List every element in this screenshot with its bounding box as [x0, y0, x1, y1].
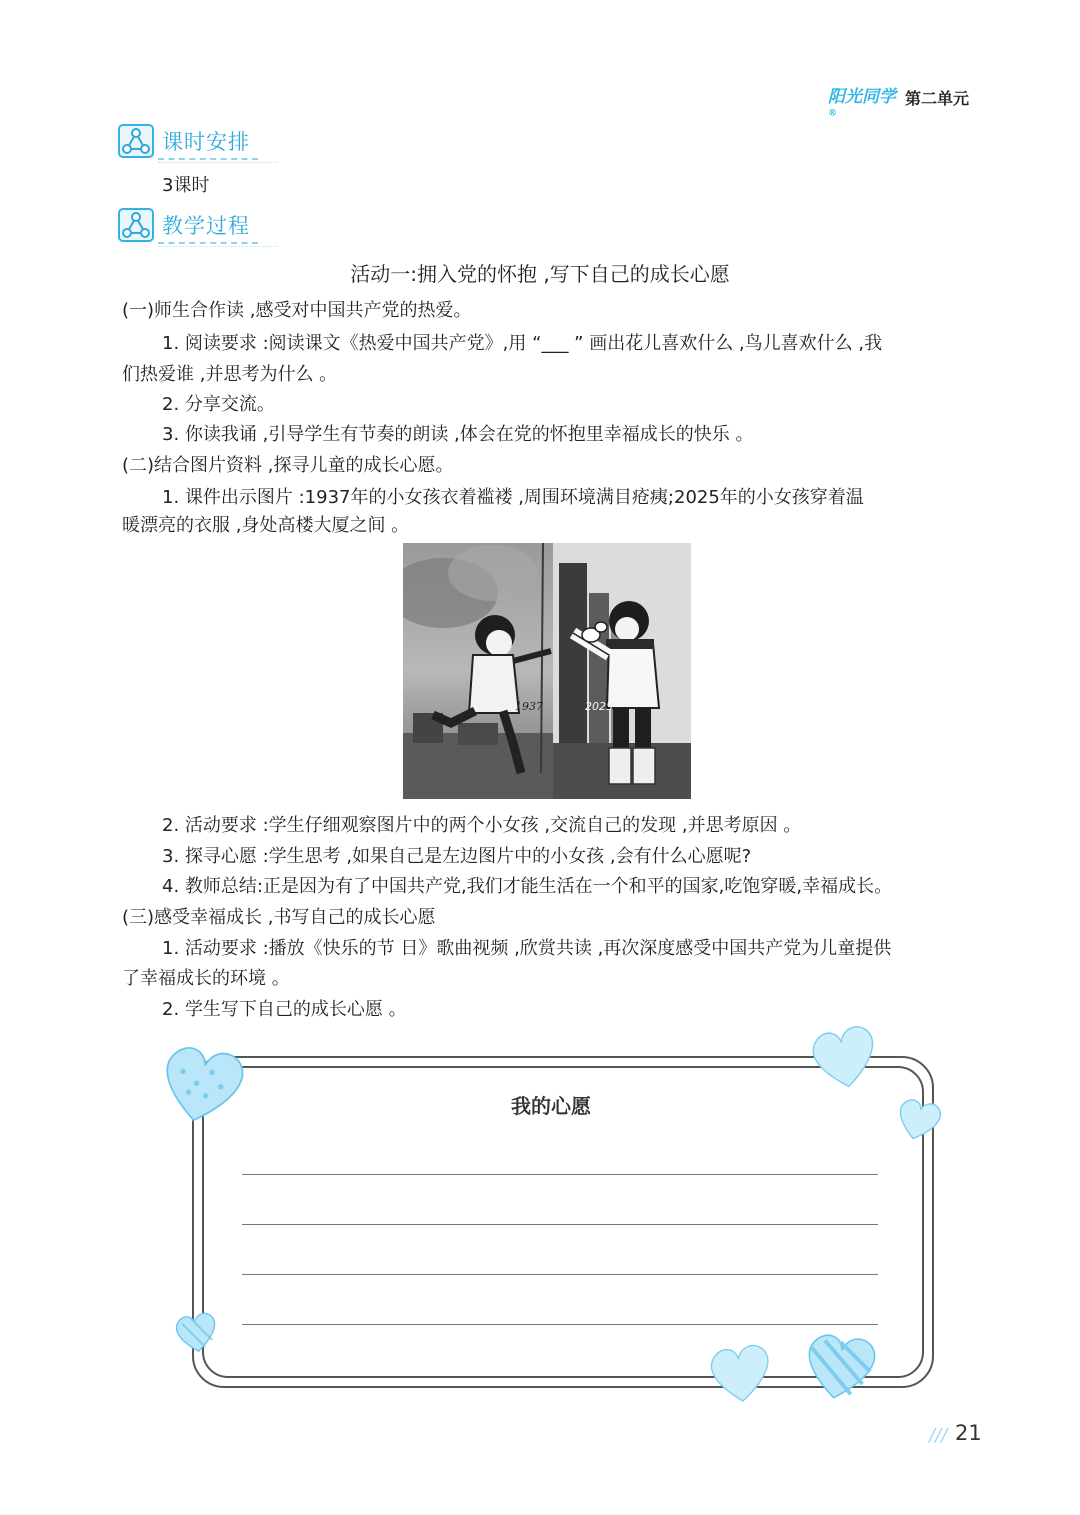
part2-item: 4. 教师总结:正是因为有了中国共产党,我们才能生活在一个和平的国家,吃饱穿暖,幸福成长。	[162, 876, 893, 897]
network-icon	[118, 124, 154, 158]
year-label-right: 2025	[585, 700, 613, 713]
heart-icon	[172, 1310, 220, 1356]
part3-item: 1. 活动要求 :播放《快乐的节 日》歌曲视频 ,欣赏共读 ,再次深度感受中国共产党为儿童提供	[162, 938, 892, 959]
part2-item-cont: 暖漂亮的衣服 ,身处高楼大厦之间 。	[122, 515, 410, 536]
part2-item: 1. 课件出示图片 :1937年的小女孩衣着褴褛 ,周围环境满目疮痍;2025年的小女孩穿着温	[162, 487, 864, 508]
unit-label: 第二单元	[905, 89, 970, 108]
heart-icon	[704, 1340, 776, 1408]
writing-line[interactable]	[242, 1274, 878, 1275]
section-process-heading	[118, 206, 278, 246]
part2-item: 3. 探寻心愿 :学生思考 ,如果自己是左边图片中的小女孩 ,会有什么心愿呢?	[162, 846, 752, 867]
section-title: 教学过程	[162, 214, 250, 238]
part2-heading: (二)结合图片资料 ,探寻儿童的成长心愿。	[122, 455, 454, 476]
page-number-decoration: ///	[929, 1425, 948, 1446]
title-underline-dotted	[158, 162, 278, 163]
part1-heading: (一)师生合作读 ,感受对中国共产党的热爱。	[122, 300, 472, 321]
wish-card-title: 我的心愿	[511, 1094, 591, 1118]
wish-card	[156, 1022, 946, 1406]
title-underline	[158, 158, 258, 160]
page-number: 21	[955, 1421, 982, 1445]
year-label-left: 1937	[515, 700, 543, 713]
part1-item: 3. 你读我诵 ,引导学生有节奏的朗读 ,体会在党的怀抱里幸福成长的快乐 。	[162, 424, 754, 445]
part1-item: 2. 分享交流。	[162, 394, 275, 415]
activity-title: 活动一:拥入党的怀抱 ,写下自己的成长心愿	[350, 262, 730, 286]
part3-heading: (三)感受幸福成长 ,书写自己的成长心愿	[122, 907, 436, 928]
logo-text: 阳光同学	[828, 87, 896, 107]
logo-mark: ®	[828, 108, 837, 119]
title-underline	[158, 242, 258, 244]
heart-icon	[800, 1328, 878, 1406]
schedule-content: 3课时	[162, 175, 210, 196]
network-icon	[118, 208, 154, 242]
publisher-logo	[828, 82, 904, 119]
heart-icon	[806, 1022, 882, 1094]
part3-item-cont: 了幸福成长的环境 。	[122, 968, 290, 989]
writing-line[interactable]	[242, 1324, 878, 1325]
heart-icon	[156, 1038, 246, 1132]
section-title: 课时安排	[162, 130, 250, 154]
part3-item: 2. 学生写下自己的成长心愿 。	[162, 999, 407, 1020]
heart-icon	[894, 1096, 942, 1144]
part2-item: 2. 活动要求 :学生仔细观察图片中的两个小女孩 ,交流自己的发现 ,并思考原因 。	[162, 815, 802, 836]
title-underline-dotted	[158, 246, 278, 247]
writing-line[interactable]	[242, 1224, 878, 1225]
writing-line[interactable]	[242, 1174, 878, 1175]
part1-item: 1. 阅读要求 :阅读课文《热爱中国共产党》,用 “___ ” 画出花儿喜欢什么 ,鸟儿喜欢什么 ,我	[162, 333, 883, 354]
illustration-two-girls	[403, 543, 691, 799]
part1-item-cont: 们热爱谁 ,并思考为什么 。	[122, 364, 338, 385]
section-schedule-heading	[118, 122, 278, 162]
